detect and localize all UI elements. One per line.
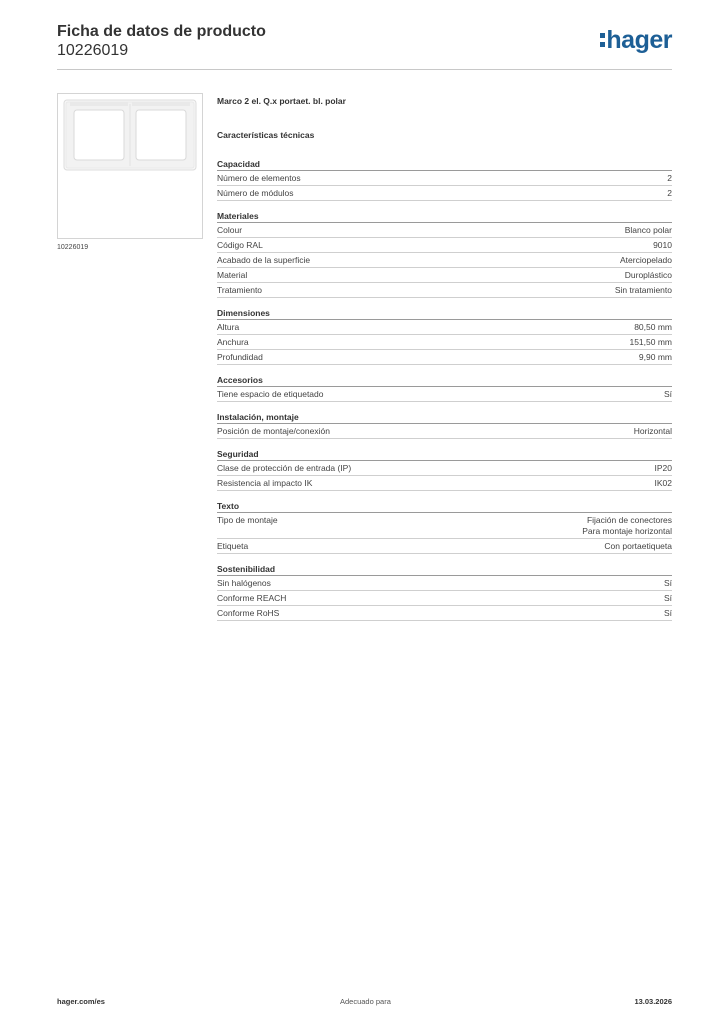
spec-label: Número de elementos	[217, 173, 301, 183]
spec-section	[217, 373, 672, 402]
spec-row	[217, 335, 672, 350]
footer-website: hager.com/es	[57, 997, 105, 1006]
spec-label: Conforme REACH	[217, 593, 287, 603]
spec-label: Posición de montaje/conexión	[217, 426, 330, 436]
spec-sections	[217, 157, 672, 621]
spec-value: 2	[667, 173, 672, 183]
spec-label: Anchura	[217, 337, 249, 347]
spec-row	[217, 186, 672, 201]
spec-value: Blanco polar	[624, 225, 672, 235]
hager-logo	[600, 26, 672, 55]
spec-label: Profundidad	[217, 352, 263, 362]
image-caption: 10226019	[57, 244, 89, 251]
spec-section	[217, 157, 672, 201]
spec-label: Colour	[217, 225, 243, 235]
footer-suitable-for: Adecuado para	[340, 997, 391, 1006]
spec-label: Tipo de montaje	[217, 515, 278, 525]
section-title: Instalación, montaje	[217, 410, 672, 424]
spec-row	[217, 606, 672, 621]
section-title: Seguridad	[217, 447, 672, 461]
spec-value: Aterciopelado	[620, 255, 672, 265]
spec-value: Duroplástico	[624, 270, 672, 280]
product-image	[57, 93, 203, 239]
double-frame-image	[58, 94, 202, 238]
spec-label: Tiene espacio de etiquetado	[217, 389, 324, 399]
spec-value: IP20	[654, 463, 672, 473]
spec-value: Sí	[663, 389, 672, 399]
logo-dots-icon	[600, 33, 605, 47]
spec-label: Número de módulos	[217, 188, 294, 198]
section-title: Sostenibilidad	[217, 562, 672, 576]
spec-row	[217, 387, 672, 402]
spec-label: Resistencia al impacto IK	[217, 478, 313, 488]
spec-section	[217, 447, 672, 491]
spec-value: Fijación de conectores Para montaje horizontal	[582, 515, 672, 536]
spec-value: 80,50 mm	[634, 322, 672, 332]
spec-row	[217, 253, 672, 268]
spec-label: Clase de protección de entrada (IP)	[217, 463, 352, 473]
spec-row	[217, 461, 672, 476]
spec-label: Acabado de la superficie	[217, 255, 311, 265]
technical-characteristics-heading: Características técnicas	[217, 130, 315, 140]
spec-label: Altura	[217, 322, 240, 332]
spec-row	[217, 576, 672, 591]
spec-section	[217, 306, 672, 365]
product-name: Marco 2 el. Q.x portaet. bl. polar	[217, 96, 346, 106]
spec-value: Sí	[663, 608, 672, 618]
spec-row	[217, 591, 672, 606]
spec-row	[217, 424, 672, 439]
document-title: Ficha de datos de producto	[57, 23, 266, 40]
spec-row	[217, 223, 672, 238]
spec-row	[217, 350, 672, 365]
spec-label: Material	[217, 270, 248, 280]
spec-value: Sí	[663, 593, 672, 603]
section-title: Accesorios	[217, 373, 672, 387]
spec-value: 9010	[653, 240, 672, 250]
spec-row	[217, 539, 672, 554]
spec-content	[217, 96, 672, 621]
spec-value: Horizontal	[633, 426, 672, 436]
spec-section	[217, 410, 672, 439]
spec-row	[217, 476, 672, 491]
spec-value: Sí	[663, 578, 672, 588]
section-title: Texto	[217, 499, 672, 513]
page-header	[57, 22, 672, 70]
spec-row	[217, 238, 672, 253]
spec-value: 151,50 mm	[629, 337, 672, 347]
section-title: Dimensiones	[217, 306, 672, 320]
section-title: Materiales	[217, 209, 672, 223]
footer-date: 13.03.2026	[634, 997, 672, 1006]
spec-label: Tratamiento	[217, 285, 263, 295]
spec-value: IK02	[654, 478, 672, 488]
spec-row	[217, 283, 672, 298]
spec-label: Código RAL	[217, 240, 263, 250]
spec-row	[217, 513, 672, 539]
spec-value: Sin tratamiento	[614, 285, 672, 295]
spec-label: Conforme RoHS	[217, 608, 280, 618]
spec-row	[217, 320, 672, 335]
spec-row	[217, 171, 672, 186]
spec-value: 2	[667, 188, 672, 198]
section-title: Capacidad	[217, 157, 672, 171]
logo-text: hager	[606, 26, 672, 54]
spec-value: 9,90 mm	[638, 352, 672, 362]
spec-section	[217, 209, 672, 298]
spec-section	[217, 562, 672, 621]
spec-value: Con portaetiqueta	[604, 541, 672, 551]
spec-label: Sin halógenos	[217, 578, 271, 588]
spec-row	[217, 268, 672, 283]
spec-label: Etiqueta	[217, 541, 249, 551]
product-number: 10226019	[57, 42, 129, 59]
spec-section	[217, 499, 672, 554]
